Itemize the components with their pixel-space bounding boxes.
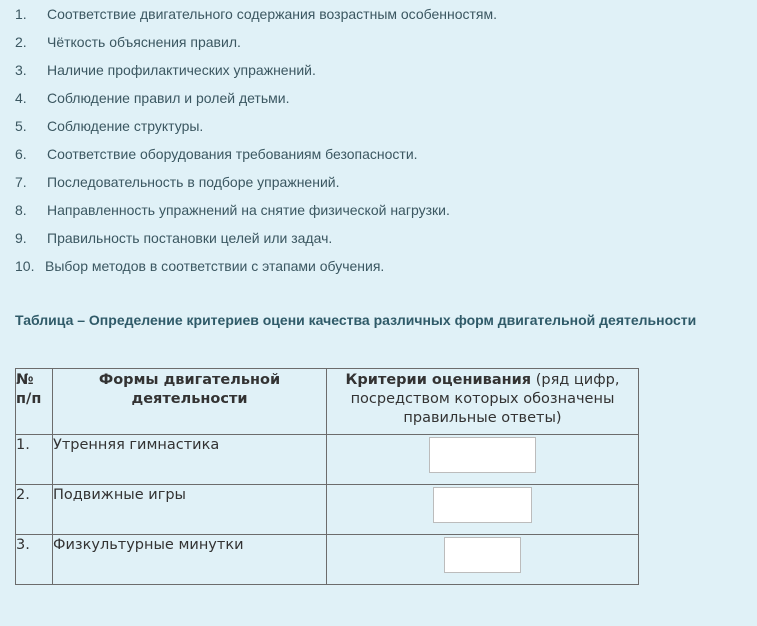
header-criteria-note: (ряд цифр, посредством которых обозначены правильные ответы) xyxy=(350,372,620,426)
criteria-table xyxy=(15,368,639,585)
answer-input[interactable] xyxy=(433,487,532,523)
table-row xyxy=(16,485,639,535)
list-item-number: 8. xyxy=(15,202,27,218)
list-item xyxy=(0,172,740,200)
list-item xyxy=(0,4,740,32)
list-item xyxy=(0,116,740,144)
list-item-number: 6. xyxy=(15,146,27,162)
list-item-text: Правильность постановки целей или задач. xyxy=(47,230,333,246)
list-item xyxy=(0,256,740,284)
header-number: № п/п xyxy=(16,369,53,435)
list-item xyxy=(0,88,740,116)
row-answer-cell xyxy=(327,485,639,535)
row-answer-cell xyxy=(327,535,639,585)
table-row xyxy=(16,435,639,485)
list-item-number: 9. xyxy=(15,230,27,246)
list-item-number: 2. xyxy=(15,34,27,50)
table-caption: Таблица – Определение критериев оцени качества различных форм двигательной деятельности xyxy=(15,312,697,328)
row-answer-cell xyxy=(327,435,639,485)
list-item xyxy=(0,228,740,256)
list-item xyxy=(0,144,740,172)
list-item-number: 1. xyxy=(15,6,27,22)
answer-input[interactable] xyxy=(429,437,536,473)
header-forms xyxy=(53,369,327,435)
header-criteria xyxy=(327,369,639,435)
list-item xyxy=(0,200,740,228)
row-form: Физкультурные минутки xyxy=(53,535,327,585)
list-item-text: Последовательность в подборе упражнений. xyxy=(47,174,340,190)
table-header-row xyxy=(16,369,639,435)
list-item-text: Наличие профилактических упражнений. xyxy=(47,62,316,78)
header-forms-label: Формы двигательной деятельности xyxy=(98,372,281,407)
header-criteria-bold: Критерии оценивания xyxy=(345,372,532,388)
list-item-text: Направленность упражнений на снятие физической нагрузки. xyxy=(47,202,450,218)
list-item-number: 7. xyxy=(15,174,27,190)
list-item-number: 3. xyxy=(15,62,27,78)
row-number: 3. xyxy=(16,535,53,585)
list-item-text: Соответствие двигательного содержания возрастным особенностям. xyxy=(47,6,498,22)
list-item-text: Выбор методов в соответствии с этапами обучения. xyxy=(45,258,385,274)
row-form: Подвижные игры xyxy=(53,485,327,535)
row-form: Утренняя гимнастика xyxy=(53,435,327,485)
list-item-text: Соблюдение структуры. xyxy=(47,118,204,134)
row-number: 2. xyxy=(16,485,53,535)
answer-input[interactable] xyxy=(444,537,521,573)
list-item-number: 10. xyxy=(15,258,35,274)
list-item-text: Чёткость объяснения правил. xyxy=(47,34,241,50)
list-item xyxy=(0,60,740,88)
table-row xyxy=(16,535,639,585)
list-item-number: 4. xyxy=(15,90,27,106)
list-item-text: Соответствие оборудования требованиям безопасности. xyxy=(47,146,418,162)
list-item-number: 5. xyxy=(15,118,27,134)
list-item-text: Соблюдение правил и ролей детьми. xyxy=(47,90,290,106)
criteria-list xyxy=(0,4,740,284)
row-number: 1. xyxy=(16,435,53,485)
list-item xyxy=(0,32,740,60)
